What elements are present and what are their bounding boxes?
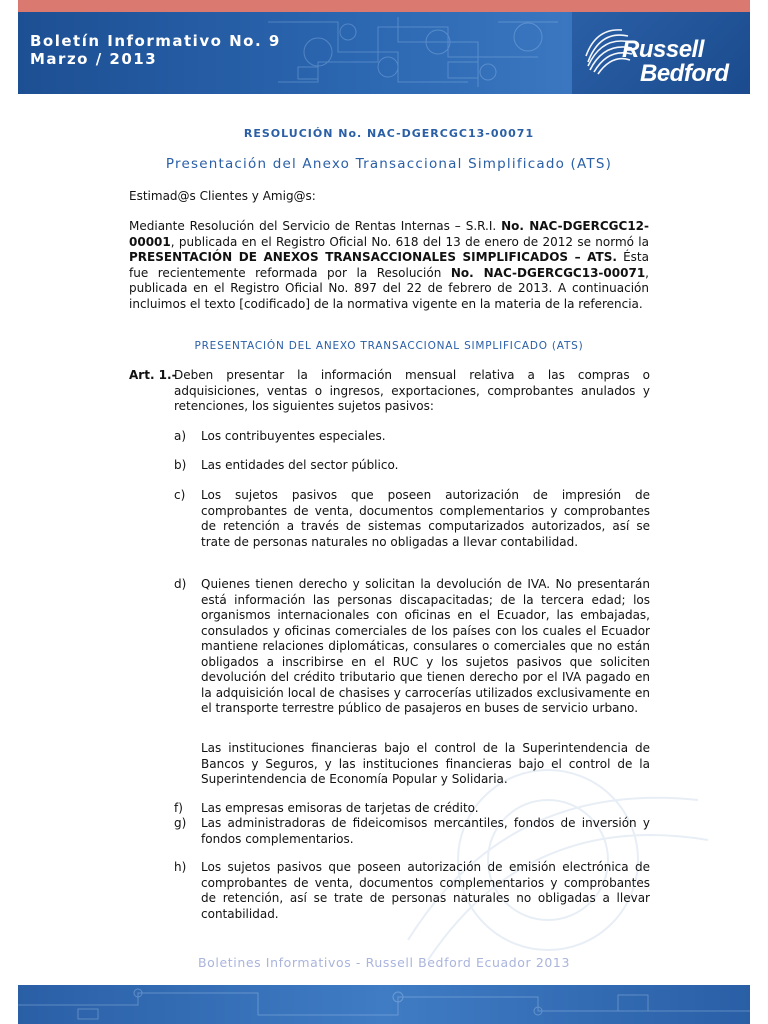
footer-text: Boletines Informativos - Russell Bedford Ecuador 2013 bbox=[197, 955, 571, 970]
intro-text-3: Ésta fue recientemente reformada por la Resolución bbox=[129, 250, 649, 280]
bulletin-number: Boletín Informativo No. 9 bbox=[30, 32, 281, 50]
list-item-a bbox=[174, 429, 650, 445]
logo-wordmark bbox=[622, 38, 729, 86]
intro-text-2: , publicada en el Registro Oficial No. 618 del 13 de enero de 2012 se normó la bbox=[170, 234, 649, 249]
logo-line-1: Russell bbox=[622, 36, 704, 63]
document-title: Presentación del Anexo Transaccional Simplificado (ATS) bbox=[165, 156, 613, 172]
list-marker: h) bbox=[174, 860, 187, 874]
resolution-title: RESOLUCIÓN No. NAC-DGERCGC13-00071 bbox=[243, 127, 535, 140]
list-text: Los sujetos pasivos que poseen autorización de emisión electrónica de comprobantes de venta, documentos complementarios y comprobantes de retención, así se trate de personas naturales no obligadas a llevar contabilidad. bbox=[201, 860, 650, 921]
list-item-b bbox=[174, 458, 650, 474]
list-marker: f) bbox=[174, 801, 183, 815]
logo-panel bbox=[572, 12, 750, 94]
intro-paragraph bbox=[129, 219, 649, 312]
top-stripe bbox=[18, 0, 750, 12]
list-text: Las administradoras de fideicomisos mercantiles, fondos de inversión y fondos complementarios. bbox=[201, 816, 650, 846]
list-text: Las entidades del sector público. bbox=[201, 458, 399, 472]
header-banner bbox=[18, 12, 750, 94]
list-marker: a) bbox=[174, 429, 187, 443]
intro-resolution-1: No. NAC-DGERCGC12-00001 bbox=[129, 219, 649, 249]
list-marker: d) bbox=[174, 577, 187, 591]
article-text: Deben presentar la información mensual relativa a las compras o adquisiciones, ventas o ingresos, exportaciones, comprobantes anulados y retenciones, los siguientes sujetos pasivos: bbox=[174, 368, 650, 413]
bulletin-date: Marzo / 2013 bbox=[30, 50, 158, 68]
footer-circuit-pattern bbox=[18, 985, 750, 1024]
section-title: PRESENTACIÓN DEL ANEXO TRANSACCIONAL SIMPLIFICADO (ATS) bbox=[194, 340, 584, 352]
bulletin-title bbox=[30, 32, 281, 68]
list-text: Las instituciones financieras bajo el control de la Superintendencia de Bancos y Seguros, y las instituciones financieras bajo el control de la Superintendencia de Economía Popular y Solidaria. bbox=[201, 741, 650, 786]
intro-text-1: Mediante Resolución del Servicio de Rentas Internas – S.R.I. bbox=[129, 219, 502, 233]
list-text: Las empresas emisoras de tarjetas de crédito. bbox=[201, 801, 479, 815]
greeting: Estimad@s Clientes y Amig@s: bbox=[129, 189, 316, 203]
list-item-h bbox=[174, 860, 650, 922]
list-marker: c) bbox=[174, 488, 186, 502]
list-item-d bbox=[174, 577, 650, 717]
logo-line-2: Bedford bbox=[640, 60, 729, 87]
list-marker: g) bbox=[174, 816, 187, 830]
list-text: Los contribuyentes especiales. bbox=[201, 429, 386, 443]
intro-resolution-2: No. NAC-DGERCGC13-00071 bbox=[450, 265, 646, 280]
intro-ats-heading: PRESENTACIÓN DE ANEXOS TRANSACCIONALES SIMPLIFICADOS – ATS. bbox=[129, 250, 617, 264]
list-item-f bbox=[174, 801, 650, 817]
article-label: Art. 1.- bbox=[129, 368, 177, 382]
list-text: Los sujetos pasivos que poseen autorización de impresión de comprobantes de venta, documentos complementarios y comprobantes de retención a través de sistemas computarizados autorizados, así se trate de personas naturales no obligadas a llevar contabilidad. bbox=[201, 488, 650, 549]
list-item-e bbox=[174, 741, 650, 788]
list-text: Quienes tienen derecho y solicitan la devolución de IVA. No presentarán está información las personas discapacitadas; de la tercera edad; los organismos internacionales con oficinas en el Ecuador, las embajadas, consulados y oficinas comerciales de los países con los cuales el Ecuador mantiene relaciones diplomáticas, consulares o comerciales que no están obligados a inscribirse en el RUC y los sujetos pasivos que soliciten devolución del crédito tributario que tienen derecho por el IVA pagado en la adquisición local de chasises y carrocerías utilizados exclusivamente en el transporte terrestre público de pasajeros en buses de servicio urbano. bbox=[201, 577, 650, 715]
list-marker: b) bbox=[174, 458, 187, 472]
footer-band bbox=[18, 985, 750, 1024]
intro-text-4: , publicada en el Registro Oficial No. 897 del 22 de febrero de 2013. A continuación incluimos el texto [codificado] de la normativa vigente en la materia de la referencia. bbox=[129, 265, 649, 311]
list-item-g bbox=[174, 816, 650, 847]
list-item-c bbox=[174, 488, 650, 550]
